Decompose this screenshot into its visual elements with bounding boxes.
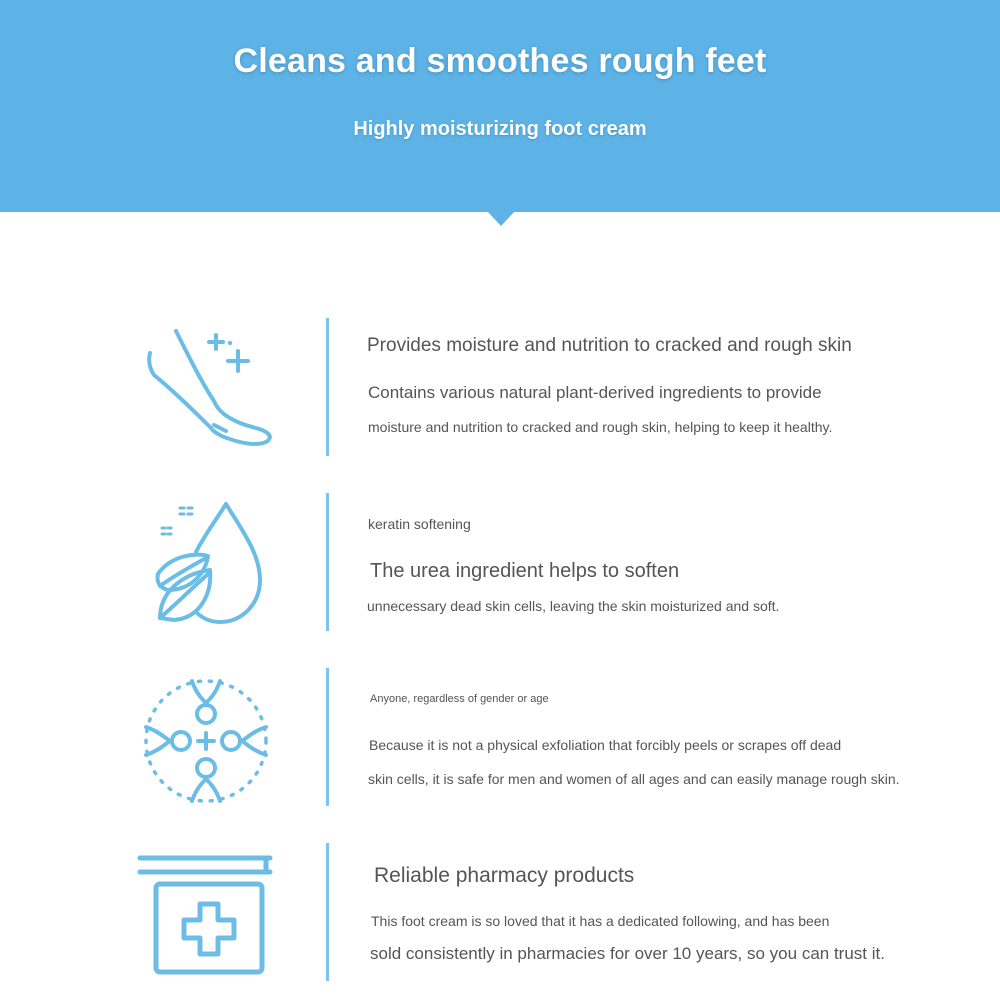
banner-notch (487, 211, 515, 226)
feature-heading: The urea ingredient helps to soften (370, 560, 680, 582)
feature-text-line: This foot cream is so loved that it has a dedicated following, and has been (371, 913, 830, 929)
feature-heading: Provides moisture and nutrition to cracked and rough skin (367, 335, 852, 356)
molecule-circle-icon (130, 665, 280, 815)
feature-anyone (0, 665, 1000, 815)
feature-label: keratin softening (368, 516, 471, 532)
feature-text-line: moisture and nutrition to cracked and rough skin, helping to keep it healthy. (368, 419, 833, 435)
divider-line (326, 318, 329, 456)
divider-line (326, 843, 329, 981)
divider-line (326, 668, 329, 806)
header-banner (0, 0, 1000, 212)
feature-text-line: Because it is not a physical exfoliation that forcibly peels or scrapes off dead (369, 737, 842, 753)
feature-text-line: skin cells, it is safe for men and women of all ages and can easily manage rough skin. (368, 771, 900, 787)
feature-moisture (0, 315, 1000, 465)
feature-text-line: unnecessary dead skin cells, leaving the skin moisturized and soft. (367, 598, 780, 614)
water-drop-leaf-icon (130, 490, 280, 640)
feature-keratin (0, 490, 1000, 640)
divider-line (326, 493, 329, 631)
leg-sparkle-icon (130, 315, 280, 465)
page-title: Cleans and smoothes rough feet (233, 42, 767, 80)
feature-pharmacy (0, 840, 1000, 990)
feature-text-line: sold consistently in pharmacies for over 10 years, so you can trust it. (370, 944, 885, 963)
feature-text-line: Contains various natural plant-derived ingredients to provide (368, 383, 822, 402)
feature-label: Anyone, regardless of gender or age (370, 693, 549, 705)
feature-heading: Reliable pharmacy products (374, 864, 635, 887)
page-subtitle: Highly moisturizing foot cream (353, 118, 647, 140)
pharmacy-sign-icon (130, 840, 280, 990)
